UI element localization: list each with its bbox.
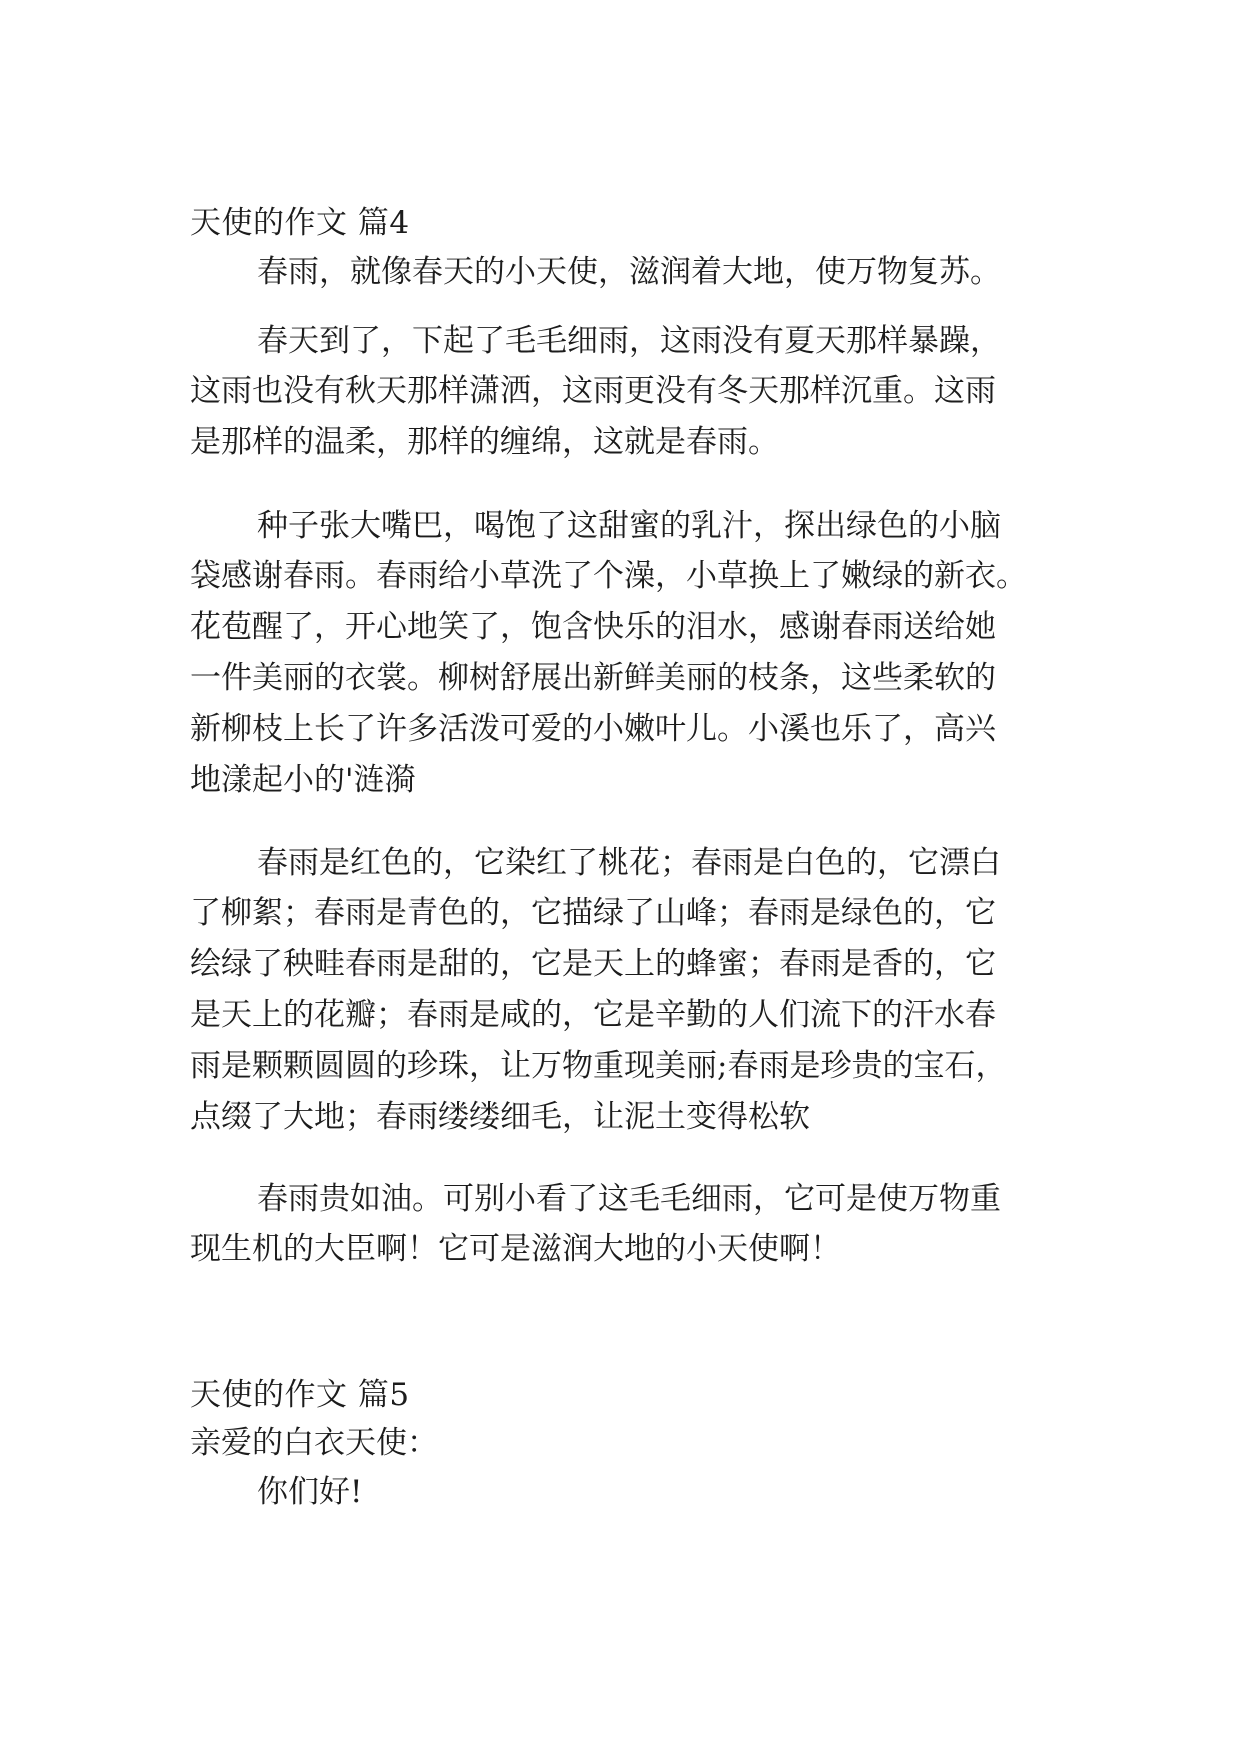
paragraph-line: 了柳絮；春雨是青色的，它描绿了山峰；春雨是绿色的，它: [190, 895, 996, 931]
letter-greeting: 你们好!: [257, 1474, 363, 1510]
paragraph-line: 这雨也没有秋天那样潇洒，这雨更没有冬天那样沉重。这雨: [190, 373, 996, 409]
paragraph-line: 地漾起小的'涟漪: [190, 762, 416, 798]
paragraph-line: 是那样的温柔，那样的缠绵，这就是春雨。: [190, 424, 779, 460]
letter-salutation: 亲爱的白衣天使：: [190, 1425, 438, 1461]
paragraph-line: 种子张大嘴巴，喝饱了这甜蜜的乳汁，探出绿色的小脑: [257, 508, 1001, 544]
paragraph-line: 是天上的花瓣；春雨是咸的，它是辛勤的人们流下的汗水春: [190, 997, 996, 1033]
paragraph-line: 袋感谢春雨。春雨给小草洗了个澡，小草换上了嫩绿的新衣。: [190, 558, 1027, 594]
paragraph-line: 春雨是红色的，它染红了桃花；春雨是白色的，它漂白: [257, 845, 1001, 881]
paragraph-line: 花苞醒了，开心地笑了，饱含快乐的泪水，感谢春雨送给她: [190, 609, 996, 645]
paragraph-line: 绘绿了秧畦春雨是甜的，它是天上的蜂蜜；春雨是香的，它: [190, 946, 996, 982]
section-heading-4: 天使的作文 篇4: [190, 205, 410, 241]
paragraph-line: 春雨，就像春天的小天使，滋润着大地，使万物复苏。: [257, 254, 1001, 290]
paragraph-line: 雨是颗颗圆圆的珍珠，让万物重现美丽;春雨是珍贵的宝石，: [190, 1048, 1007, 1084]
paragraph-line: 春雨贵如油。可别小看了这毛毛细雨，它可是使万物重: [257, 1181, 1001, 1217]
paragraph-line: 新柳枝上长了许多活泼可爱的小嫩叶儿。小溪也乐了，高兴: [190, 711, 996, 747]
section-heading-5: 天使的作文 篇5: [190, 1377, 410, 1413]
paragraph-line: 点缀了大地；春雨缕缕细毛，让泥土变得松软: [190, 1099, 810, 1135]
paragraph-line: 春天到了，下起了毛毛细雨，这雨没有夏天那样暴躁，: [257, 323, 1001, 359]
paragraph-line: 一件美丽的衣裳。柳树舒展出新鲜美丽的枝条，这些柔软的: [190, 660, 996, 696]
paragraph-line: 现生机的大臣啊！它可是滋润大地的小天使啊！: [190, 1231, 841, 1267]
